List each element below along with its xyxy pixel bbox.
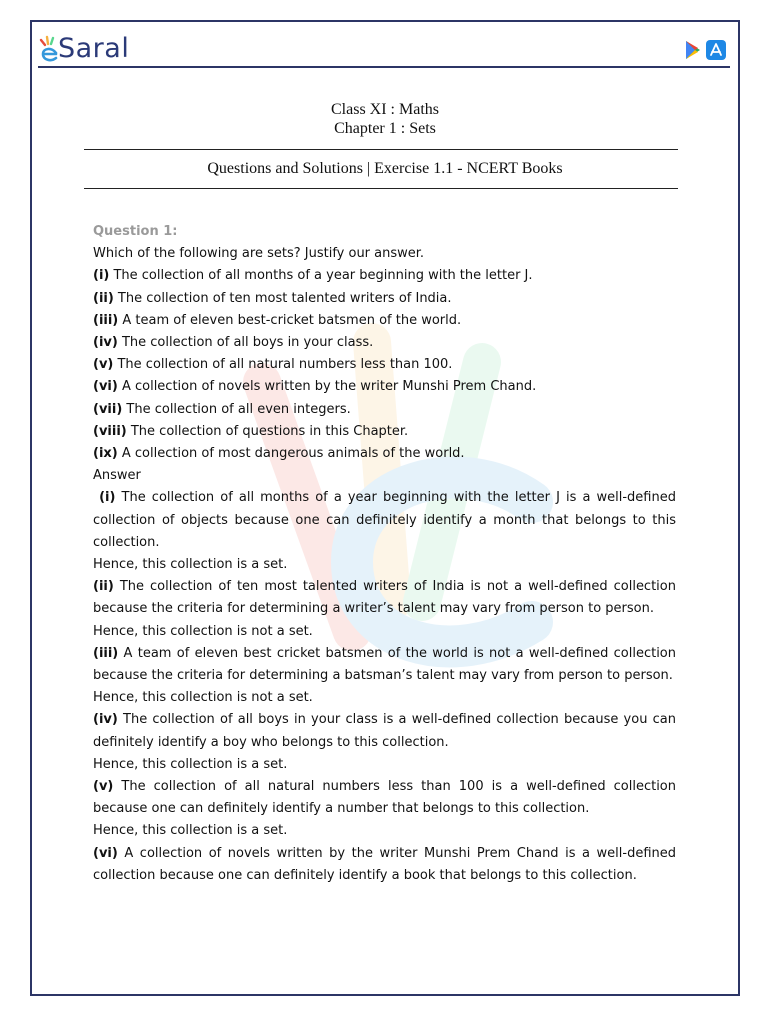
question-prompt: Which of the following are sets? Justify our answer.	[93, 246, 425, 262]
item-text: A collection of novels written by the writer Munshi Prem Chand.	[117, 379, 537, 395]
item-text: The collection of all natural numbers less than 100.	[113, 357, 453, 373]
answer-item	[93, 709, 676, 753]
esaral-logo[interactable]	[38, 30, 129, 68]
content	[93, 221, 676, 887]
app-store-icon[interactable]	[706, 40, 726, 60]
question-item	[93, 443, 676, 465]
chapter-title: Chapter 1 : Sets	[334, 120, 436, 137]
esaral-hand-icon	[38, 32, 60, 66]
item-text: The collection of all natural numbers less than 100 is a well-defined collection because one can definitely identify a number that belongs to this collection.	[93, 779, 676, 817]
question-item	[93, 399, 676, 421]
item-number: (i)	[93, 268, 110, 284]
answer-item	[93, 776, 676, 820]
answer-item	[93, 643, 676, 687]
subtitle: Questions and Solutions | Exercise 1.1 - NCERT Books	[207, 160, 563, 177]
answer-conclusion: Hence, this collection is a set.	[93, 557, 288, 573]
question-item	[93, 265, 676, 287]
answer-item	[93, 576, 676, 620]
header	[38, 30, 732, 68]
item-text: The collection of questions in this Chapter.	[126, 423, 409, 439]
play-store-icon[interactable]	[684, 40, 702, 60]
subtitle-rule-top	[84, 149, 678, 150]
question-label: Question 1:	[93, 224, 178, 239]
item-text: A collection of most dangerous animals of the world.	[117, 446, 465, 462]
class-title: Class XI : Maths	[331, 101, 439, 118]
question-item	[93, 376, 676, 398]
question-item	[93, 332, 676, 354]
answer-conclusion: Hence, this collection is a set.	[93, 756, 288, 772]
item-number: (viii)	[93, 423, 127, 439]
answer-conclusion: Hence, this collection is a set.	[93, 823, 288, 839]
item-number: (iv)	[93, 335, 118, 351]
item-number: (iii)	[93, 645, 119, 661]
question-item	[93, 310, 676, 332]
item-number: (iv)	[93, 712, 118, 728]
item-number: (ix)	[93, 446, 118, 462]
item-number: (vii)	[93, 401, 123, 417]
item-number: (iii)	[93, 312, 119, 328]
page-frame	[30, 20, 740, 996]
item-text: The collection of all months of a year beginning with the letter J.	[109, 268, 533, 284]
question-item	[93, 354, 676, 376]
header-divider	[38, 66, 730, 68]
item-text: A team of eleven best-cricket batsmen of the world.	[118, 312, 462, 328]
item-text: The collection of ten most talented writers of India.	[113, 290, 452, 306]
logo-text: Saral	[58, 33, 130, 64]
answer-item	[93, 487, 676, 554]
question-item	[93, 288, 676, 310]
item-text: The collection of all boys in your class.	[117, 335, 374, 351]
item-text: The collection of all even integers.	[122, 401, 351, 417]
item-number: (v)	[93, 357, 114, 373]
item-text: The collection of all months of a year beginning with the letter J is a well-defined collection of objects because one can definitely identify a month that belongs to this collection.	[93, 490, 676, 550]
item-number: (ii)	[93, 290, 114, 306]
item-text: The collection of all boys in your class is a well-defined collection because you can definitely identify a boy who belongs to this collection.	[93, 712, 676, 750]
answer-label: Answer	[93, 468, 141, 484]
title-block	[32, 100, 738, 138]
item-text: A team of eleven best cricket batsmen of the world is not a well-defined collection because the criteria for determining a batsman’s talent may vary from person to person.	[93, 645, 676, 684]
subtitle-rule-bottom	[84, 188, 678, 189]
item-number: (ii)	[93, 579, 114, 595]
item-number: (v)	[93, 779, 114, 795]
item-number: (i)	[99, 490, 116, 506]
item-number: (vi)	[93, 379, 118, 395]
answer-item	[93, 843, 676, 887]
item-text: The collection of ten most talented writers of India is not a well-defined collection because the criteria for determining a writer’s talent may vary from person to person.	[93, 579, 676, 617]
item-number: (vi)	[93, 845, 118, 861]
answer-conclusion: Hence, this collection is not a set.	[93, 690, 313, 706]
answer-conclusion: Hence, this collection is not a set.	[93, 623, 313, 639]
store-links	[684, 40, 726, 60]
item-text: A collection of novels written by the writer Munshi Prem Chand is a well-defined collection because one can definitely identify a book that belongs to this collection.	[93, 845, 676, 883]
question-item	[93, 421, 676, 443]
